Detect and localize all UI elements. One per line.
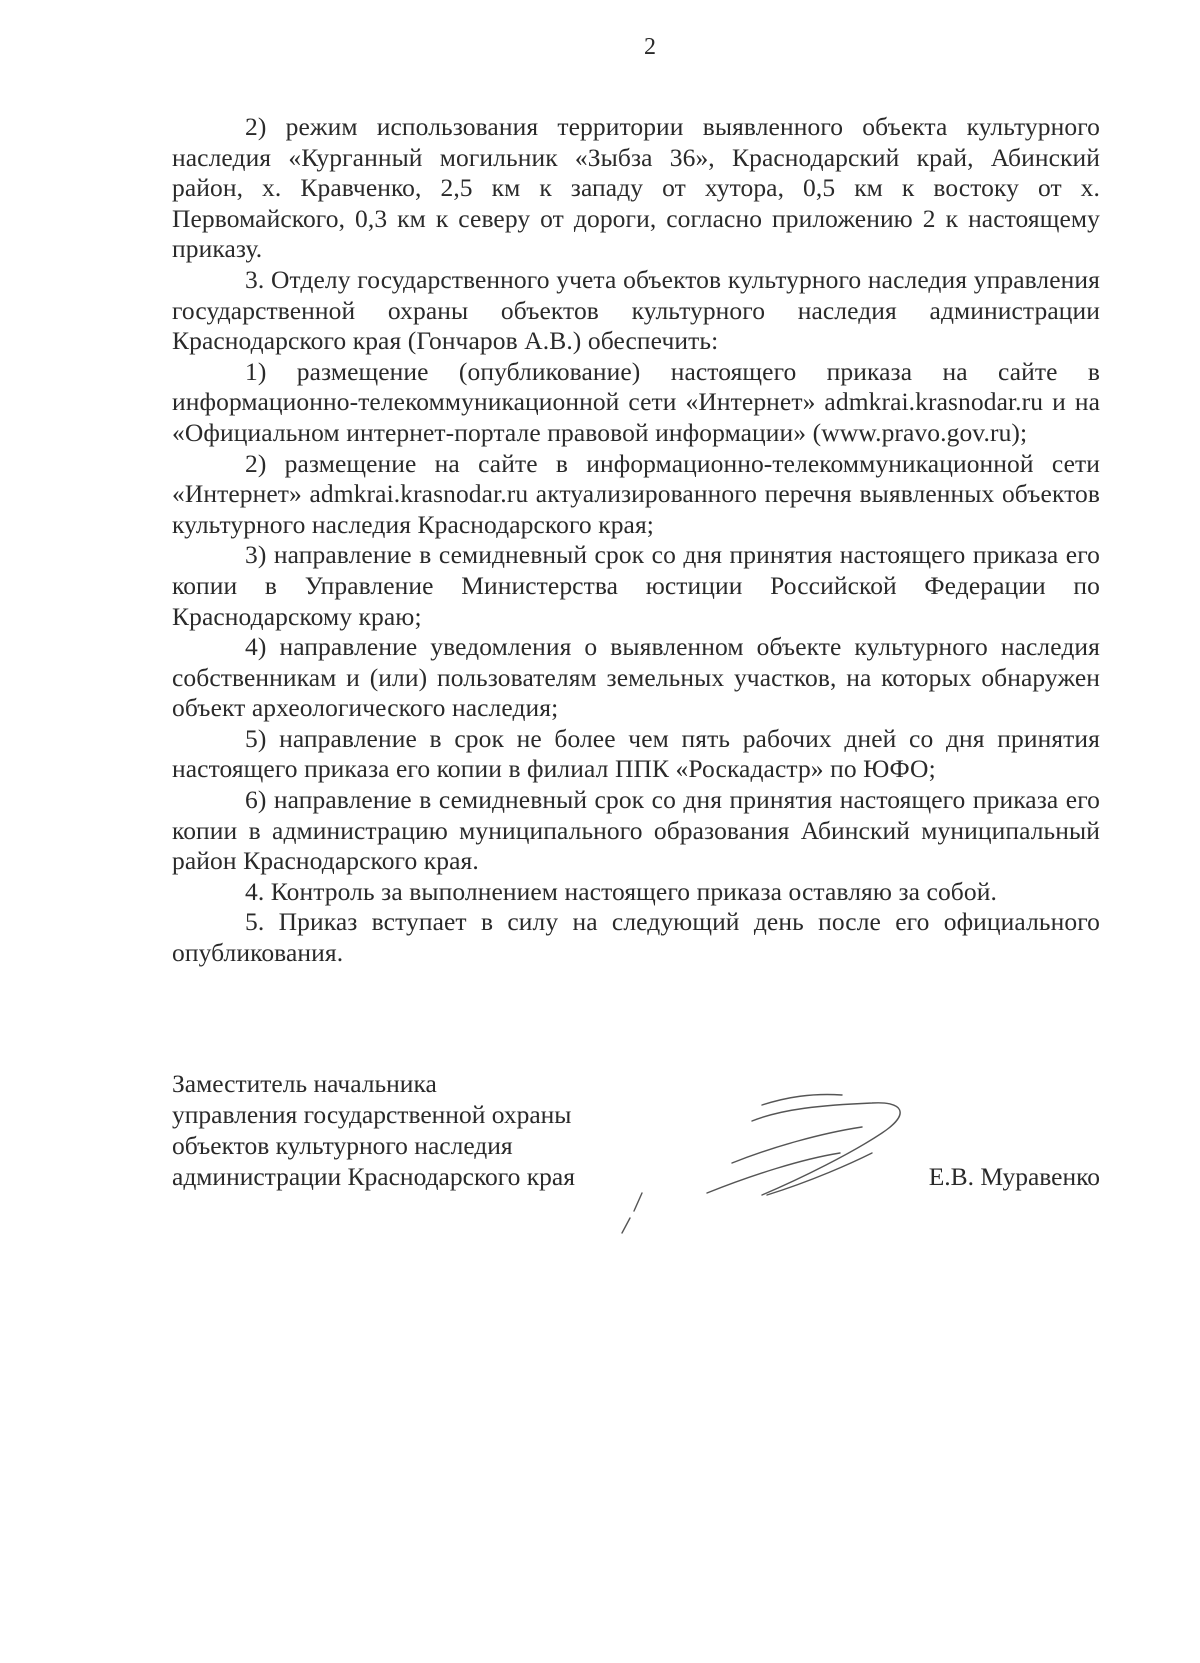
paragraph-ministry-copy: 3) направление в семидневный срок со дня принятия настоящего приказа его копии в Управление Министерства юстиции Российской Федерации по Краснодарскому краю; bbox=[172, 540, 1100, 631]
paragraph-municipality-copy: 6) направление в семидневный срок со дня принятия настоящего приказа его копии в администрацию муниципального образования Абинский муниципальный район Краснодарского края. bbox=[172, 785, 1100, 876]
signer-position: Заместитель начальника управления государственной охраны объектов культурного наследия администрации Краснодарского края bbox=[172, 1069, 575, 1191]
paragraph-cadastre-copy: 5) направление в срок не более чем пять рабочих дней со дня принятия настоящего приказа его копии в филиал ППК «Роскадастр» по ЮФО; bbox=[172, 723, 1100, 784]
paragraph-owner-notice: 4) направление уведомления о выявленном объекте культурного наследия собственникам и (или) пользователям земельных участков, на которых обнаружен объект археологического наследия; bbox=[172, 632, 1100, 723]
signature-block bbox=[172, 1068, 1100, 1248]
page-number: 2 bbox=[644, 34, 656, 60]
paragraph-usage-regime: 2) режим использования территории выявленного объекта культурного наследия «Курганный могильник «Зыбза 36», Краснодарский край, Абинский район, х. Кравченко, 2,5 км к западу от хутора, 0,5 км к востоку от х. Первомайского, 0,3 км к северу от дороги, согласно приложению 2 к настоящему приказу. bbox=[172, 112, 1100, 264]
signer-name: Е.В. Муравенко bbox=[928, 1162, 1100, 1191]
paragraph-control: 4. Контроль за выполнением настоящего приказа оставляю за собой. bbox=[245, 876, 997, 906]
handwritten-signature bbox=[612, 1083, 942, 1243]
document-body bbox=[172, 112, 1100, 969]
paragraph-department-duties: 3. Отделу государственного учета объектов культурного наследия управления государственной охраны объектов культурного наследия администрации Краснодарского края (Гончаров А.В.) обеспечить: bbox=[172, 264, 1100, 356]
paragraph-effective-date: 5. Приказ вступает в силу на следующий день после его официального опубликования. bbox=[172, 907, 1100, 968]
paragraph-list-update: 2) размещение на сайте в информационно-телекоммуникационной сети «Интернет» admkrai.krasnodar.ru актуализированного перечня выявленных объектов культурного наследия Краснодарского края; bbox=[172, 448, 1100, 539]
paragraph-publication: 1) размещение (опубликование) настоящего приказа на сайте в информационно-телекоммуникационной сети «Интернет» admkrai.krasnodar.ru и на «Официальном интернет-портале правовой информации» (www.pravo.gov.ru); bbox=[172, 356, 1100, 447]
